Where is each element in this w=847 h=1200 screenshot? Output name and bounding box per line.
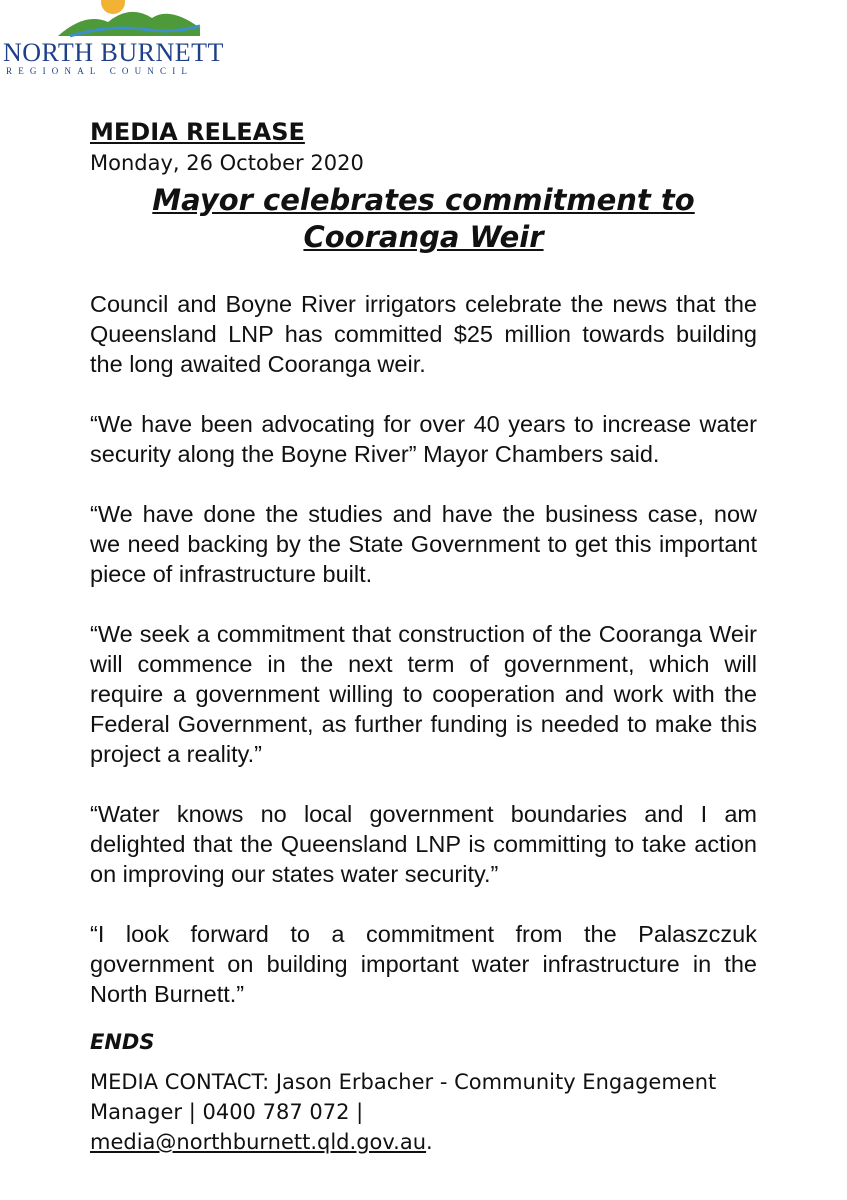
- paragraph-6: “I look forward to a commitment from the Palaszczuk government on building important water infrastructure in the North Burnett.”: [90, 921, 757, 1007]
- paragraph-1: Council and Boyne River irrigators celebrate the news that the Queensland LNP has committed $25 million towards building the long awaited Cooranga weir.: [90, 291, 757, 377]
- paragraph-3: “We have done the studies and have the business case, now we need backing by the State Government to get this important piece of infrastructure built.: [90, 501, 757, 587]
- email-link[interactable]: media@northburnett.qld.gov.au: [90, 1130, 427, 1154]
- logo-subtitle: REGIONAL COUNCIL: [6, 66, 194, 76]
- release-date: Monday, 26 October 2020: [90, 151, 364, 175]
- paragraph-4: “We seek a commitment that construction of the Cooranga Weir will commence in the next term of government, which will require a government willing to cooperation and work with the Federal Government, as further funding is needed to make this project a reality.”: [90, 621, 757, 767]
- council-logo: [0, 0, 224, 80]
- paragraph-5: “Water knows no local government boundaries and I am delighted that the Queensland LNP is committing to take action on improving our states water security.”: [90, 801, 757, 887]
- contact-trailing-period: .: [426, 1130, 433, 1154]
- logo-sun: [101, 0, 125, 14]
- headline-line-1: Mayor celebrates commitment to: [152, 183, 695, 217]
- logo-name: NORTH BURNETT: [3, 38, 224, 67]
- media-contact-text: MEDIA CONTACT: Jason Erbacher - Community Engagement Manager | 0400 787 072 |: [90, 1070, 717, 1124]
- headline: [90, 182, 757, 256]
- paragraph-2: “We have been advocating for over 40 years to increase water security along the Boyne River” Mayor Chambers said.: [90, 411, 757, 467]
- headline-line-2: Cooranga Weir: [303, 220, 544, 254]
- release-label: MEDIA RELEASE: [90, 118, 305, 146]
- media-contact: [90, 1067, 757, 1157]
- media-release-body: [90, 116, 757, 1157]
- ends-marker: ENDS: [90, 1030, 155, 1054]
- logo-emblem-icon: [0, 0, 215, 40]
